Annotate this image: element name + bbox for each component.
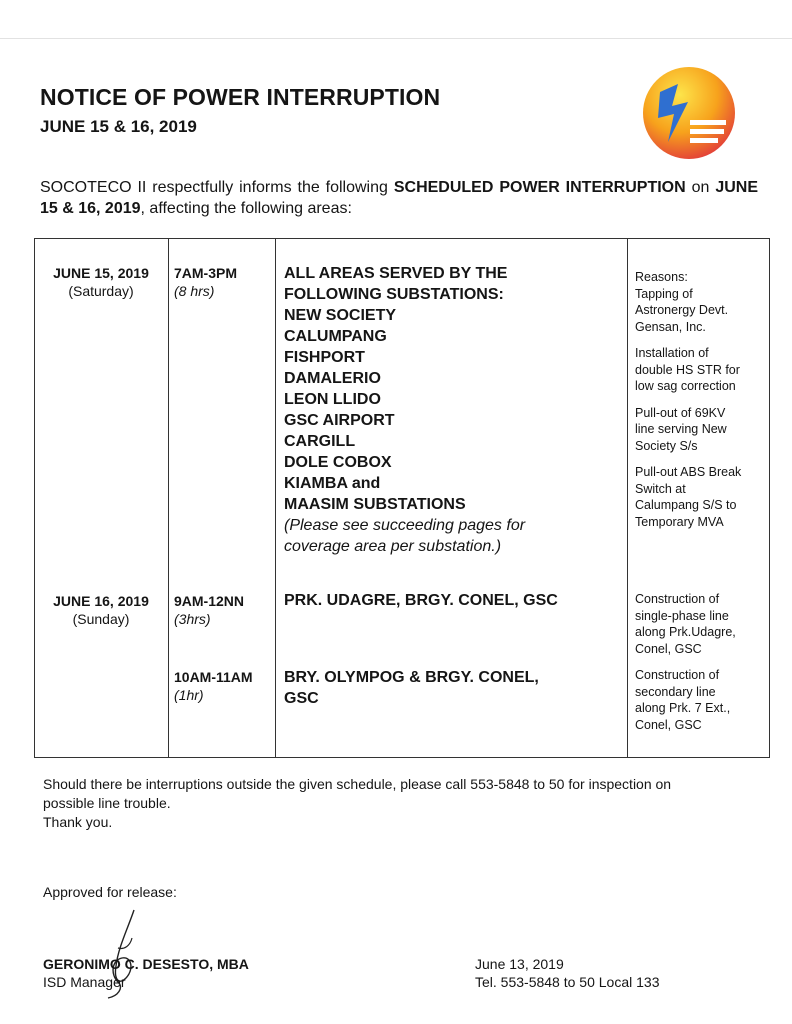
reasons [635,591,765,667]
signatory-position: ISD Manager [43,974,126,990]
schedule-table [34,238,770,758]
lightning-bolt-globe-icon [638,62,740,164]
reasons [635,667,765,743]
reason-line: Tapping of [635,286,693,301]
area-line: FISHPORT [284,349,365,366]
reason-line: Temporary MVA [635,514,724,529]
schedule-time: 10AM-11AM [174,669,253,685]
reason-line: Pull-out of 69KV [635,405,726,420]
reason-line: Installation of [635,346,709,360]
reason-line: single-phase line [635,608,729,623]
schedule-day: (Sunday) [72,611,130,627]
schedule-date: JUNE 16, 2019 [53,593,149,609]
area-line: CALUMPANG [284,328,387,345]
area-line: DAMALERIO [284,370,381,387]
area-line: FOLLOWING SUBSTATIONS: [284,286,504,303]
thank-you-text: Thank you. [43,814,113,830]
footer-line: possible line trouble. [43,795,171,811]
reason-line: Astronergy Devt. [635,303,729,317]
reason-line: Gensan, Inc. [635,319,706,334]
page-title: NOTICE OF POWER INTERRUPTION [40,84,441,110]
reason-line: along Prk.Udagre, [635,625,736,639]
intro-bold-2: JUNE 15 & 16, 2019 [40,179,759,217]
signatory-name: GERONIMO C. DESESTO, MBA [43,956,249,972]
schedule-day: (Saturday) [68,283,134,299]
reasons [635,269,765,540]
column-divider [275,239,276,757]
reason-line: Construction of [635,668,720,682]
area-line: LEON LLIDO [284,391,381,408]
area-line: ALL AREAS SERVED BY THE [284,265,508,282]
area-line: GSC AIRPORT [284,412,395,429]
column-divider [168,239,169,757]
column-divider [627,239,628,757]
intro-text-3: , affecting the following areas: [140,200,352,217]
reason-line: Construction of [635,592,720,606]
release-date: June 13, 2019 [475,956,564,972]
reason-line: Society S/s [635,438,698,453]
reason-line: Conel, GSC [635,641,702,656]
reason-block [635,464,765,530]
intro-bold-1: SCHEDULED POWER INTERRUPTION [393,179,686,196]
reason-line: Reasons: [635,270,688,284]
reason-line: Calumpang S/S to [635,498,737,512]
area-line: BRY. OLYMPOG & BRGY. CONEL, [284,669,539,686]
schedule-duration: (3hrs) [174,611,211,627]
reason-line: double HS STR for [635,362,740,377]
area-line: CARGILL [284,433,356,450]
area-line: GSC [284,690,319,707]
reason-line: Conel, GSC [635,717,702,732]
affected-areas [284,667,539,709]
reason-line: along Prk. 7 Ext., [635,701,731,715]
approved-label: Approved for release: [43,884,177,900]
coverage-note: (Please see succeeding pages for [284,517,526,534]
reason-block [635,345,765,395]
coverage-note: coverage area per substation.) [284,538,502,555]
intro-text-1: SOCOTECO II respectfully informs the following [40,179,394,196]
schedule-time: 9AM-12NN [174,593,245,609]
area-line: DOLE COBOX [284,454,392,471]
intro-text-2: on [685,179,716,196]
reason-block [635,269,765,335]
reason-line: low sag correction [635,379,736,393]
area-line: MAASIM SUBSTATIONS [284,496,466,513]
area-line: KIAMBA and [284,475,381,492]
intro-paragraph [40,177,758,219]
area-line: NEW SOCIETY [284,307,397,324]
page-subtitle: JUNE 15 & 16, 2019 [40,117,197,136]
schedule-date: JUNE 15, 2019 [53,265,149,281]
page-top-edge [0,38,792,39]
schedule-duration: (8 hrs) [174,283,215,299]
footer-note [43,775,768,832]
footer-line: Should there be interruptions outside the given schedule, please call 553-5848 to 50 for inspection on [43,776,672,792]
reason-line: Pull-out ABS Break [635,465,742,479]
area-line: PRK. UDAGRE, BRGY. CONEL, GSC [284,592,558,609]
affected-areas [284,590,558,611]
reason-block [635,405,765,455]
schedule-time: 7AM-3PM [174,265,238,281]
reason-line: Switch at [635,481,686,496]
reason-line: line serving New [635,422,727,436]
reason-block [635,667,765,733]
affected-areas [284,263,525,557]
reason-line: secondary line [635,684,716,699]
reason-block [635,591,765,657]
contact-telephone: Tel. 553-5848 to 50 Local 133 [475,974,660,990]
schedule-duration: (1hr) [174,687,204,703]
